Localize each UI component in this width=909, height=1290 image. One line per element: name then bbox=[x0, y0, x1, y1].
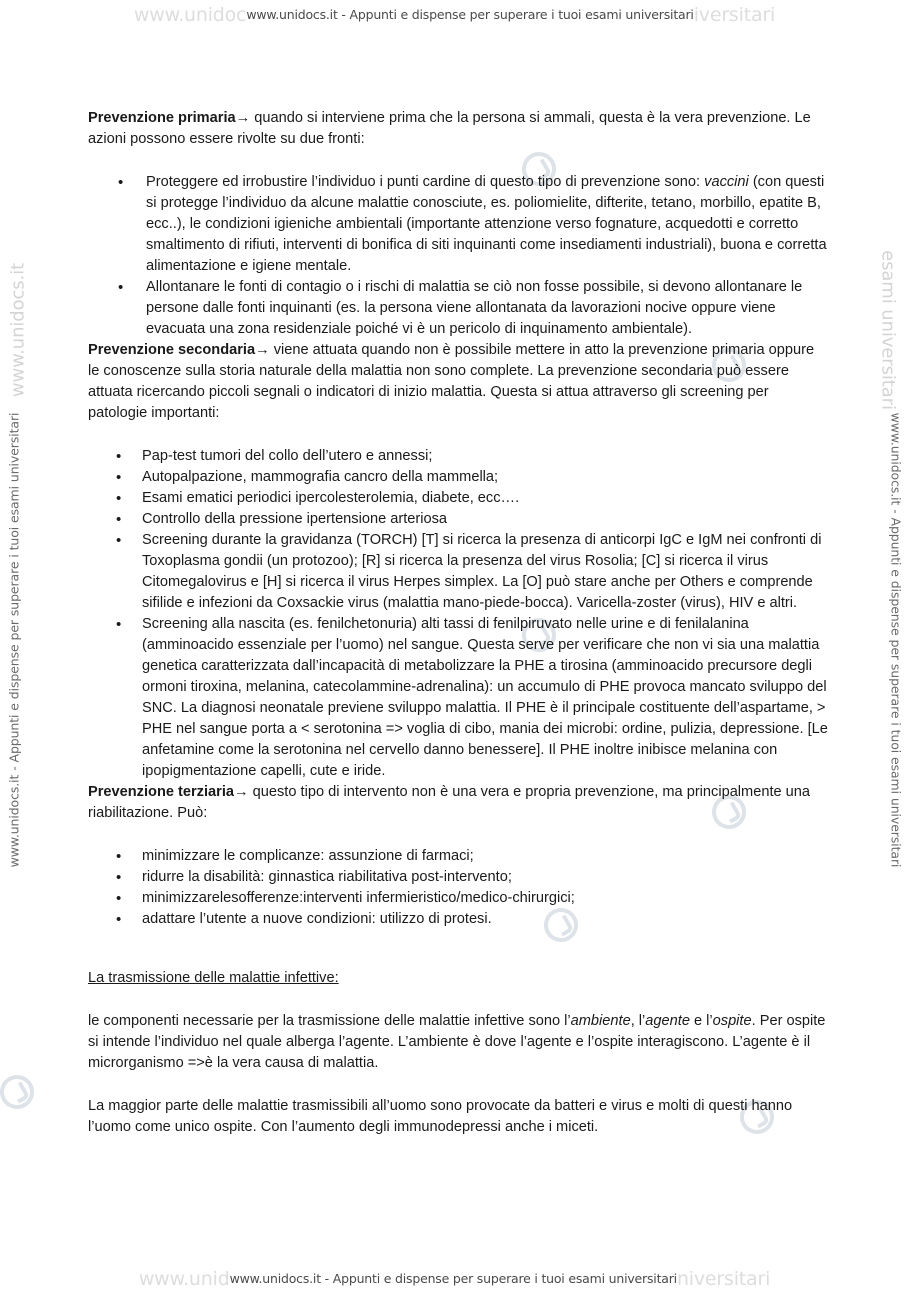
right-side-watermark: www.unidocs.it - Appunti e dispense per superare i tuoi esami universitari bbox=[888, 412, 904, 868]
list-item: • Screening alla nascita (es. fenilchetonuria) alti tassi di fenilpiruvato nelle urine e di fenilalanina (amminoacido essenziale per l’uomo) nel sangue. Questa serve per verificare che non vi sia una malattia genetica caratterizzata dall’incapacità di metabolizzare la PHE a tirosina (amminoacido precursore degli ormoni tiroxina, melanina, catecolammine-adrenalina): un accumulo di PHE provoca mancato sviluppo del SNC. La diagnosi neonatale previene sviluppo malattia. Il PHE è il principale costituente dell’aspartame, > PHE nel sangue porta a < serotonina => voglia di cibo, mania dei microbi: ordine, pulizia, depressione. [Le anfetamine come la serotonina nel cervello danno benessere]. Il PHE inoltre inibisce melanina con ipopigmentazione capelli, cute e iride. bbox=[88, 614, 828, 782]
secondaria-text: viene attuata quando non è possibile mettere in atto la prevenzione primaria oppure le conoscenze sulla storia naturale della malattia non sono complete. La prevenzione secondaria può essere attuata ricercando piccoli segnali o indicatori di inizio malattia. Questa si attua attraverso gli screening per patologie importanti: bbox=[88, 342, 815, 421]
primaria-list bbox=[88, 172, 828, 340]
terziaria-list bbox=[88, 846, 828, 930]
trasmissione-paragraph-2: La maggior parte delle malattie trasmissibili all’uomo sono provocate da batteri e virus e molti di questi hanno l’uomo come unico ospite. Con l’aumento degli immunodepressi anche i miceti. bbox=[88, 1098, 793, 1135]
arrow-glyph: → bbox=[255, 342, 270, 358]
secondaria-heading: Prevenzione secondaria bbox=[88, 342, 256, 358]
terziaria-heading: Prevenzione terziaria bbox=[88, 784, 235, 800]
watermark-logo-icon bbox=[0, 1069, 40, 1115]
header-ghost-left: www.unidoc bbox=[133, 4, 247, 26]
list-item: • Esami ematici periodici ipercolesterolemia, diabete, ecc…. bbox=[88, 488, 828, 509]
left-side-watermark: www.unidocs.it - Appunti e dispense per superare i tuoi esami universitari bbox=[6, 412, 22, 868]
terziaria-text: questo tipo di intervento non è una vera e propria prevenzione, ma principalmente una riabilitazione. Può: bbox=[88, 784, 811, 821]
primaria-heading: Prevenzione primaria bbox=[88, 110, 236, 126]
list-item: • minimizzarelesofferenze:interventi infermieristico/medico-chirurgici; bbox=[88, 888, 828, 909]
spacer bbox=[88, 930, 828, 968]
spacer bbox=[88, 824, 828, 846]
spacer bbox=[88, 989, 828, 1011]
list-item: • ridurre la disabilità: ginnastica riabilitativa post-intervento; bbox=[88, 867, 828, 888]
list-item: • Screening durante la gravidanza (TORCH) [T] si ricerca la presenza di anticorpi IgC e IgM nei confronti di Toxoplasma gondii (un protozoo); [R] si ricerca la presenza del virus Rosolia; [C] si ricerca il virus Citomegalovirus e [H] si ricerca il virus Herpes simplex. La [O] può stare anche per Others e comprende sifilide e infezioni da Coxsackie virus (malattia mano-piede-bocca). Varicella-zoster (virus), HIV e altri. bbox=[88, 530, 828, 614]
list-item: • minimizzare le complicanze: assunzione di farmaci; bbox=[88, 846, 828, 867]
list-item: • Controllo della pressione ipertensione arteriosa bbox=[88, 509, 828, 530]
spacer bbox=[88, 1074, 828, 1096]
left-faint-watermark: www.unidocs.it bbox=[7, 262, 29, 398]
list-item: • Proteggere ed irrobustire l’individuo i punti cardine di questo tipo di prevenzione sono: vaccini (con questi si protegge l’individuo da alcune malattie conosciute, es. poliomielite, difterite, tetano, morbillo, epatite B, ecc..), le condizioni igieniche ambientali (importante attenzione verso fognature, acquedotti e corretto smaltimento di rifiuti, interventi di bonifica di siti inquinanti come insediamenti industriali), buona e corretta alimentazione e igiene mentale. bbox=[88, 172, 828, 277]
right-faint-watermark: esami universitari bbox=[877, 250, 899, 410]
arrow-glyph: → bbox=[234, 784, 249, 800]
header-banner bbox=[0, 4, 909, 26]
header-ghost-right: iversitari bbox=[693, 4, 776, 26]
secondaria-paragraph bbox=[88, 340, 828, 424]
trasmissione-paragraph-1: le componenti necessarie per la trasmissione delle malattie infettive sono l’ambiente, l’agente e l’ospite. Per ospite si intende l’individuo nel quale alberga l’agente. L’ambiente è dove l’agente e l’ospite interagiscono. L’agente è il microrganismo =>è la vera causa di malattia. bbox=[88, 1013, 826, 1071]
trasmissione-title-paragraph bbox=[88, 968, 828, 989]
secondaria-list bbox=[88, 446, 828, 782]
header-banner-text: www.unidocs.it - Appunti e dispense per superare i tuoi esami universitari bbox=[246, 7, 694, 22]
trasmissione-title: La trasmissione delle malattie infettive: bbox=[88, 970, 339, 986]
spacer bbox=[88, 424, 828, 446]
list-item: • Pap-test tumori del collo dell’utero e annessi; bbox=[88, 446, 828, 467]
spacer bbox=[88, 150, 828, 172]
footer-ghost-right: niversitari bbox=[676, 1268, 771, 1290]
primaria-paragraph bbox=[88, 108, 828, 150]
primaria-text: quando si interviene prima che la persona si ammali, questa è la vera prevenzione. Le azioni possono essere rivolte su due fronti: bbox=[88, 110, 811, 147]
list-item: • adattare l’utente a nuove condizioni: utilizzo di protesi. bbox=[88, 909, 828, 930]
terziaria-paragraph bbox=[88, 782, 828, 824]
list-item: • Allontanare le fonti di contagio o i rischi di malattia se ciò non fosse possibile, si devono allontanare le persone dalle fonti inquinanti (es. la persona viene allontanata da lavorazioni nocive oppure viene evacuata una zona residenziale poiché vi è un pericolo di inquinamento ambientale). bbox=[88, 277, 828, 340]
footer-ghost-left: www.unid bbox=[138, 1268, 230, 1290]
footer-banner bbox=[0, 1268, 909, 1290]
footer-banner-text: www.unidocs.it - Appunti e dispense per superare i tuoi esami universitari bbox=[229, 1271, 677, 1286]
list-item: • Autopalpazione, mammografia cancro della mammella; bbox=[88, 467, 828, 488]
document-body bbox=[88, 108, 828, 1138]
arrow-glyph: → bbox=[235, 110, 251, 126]
